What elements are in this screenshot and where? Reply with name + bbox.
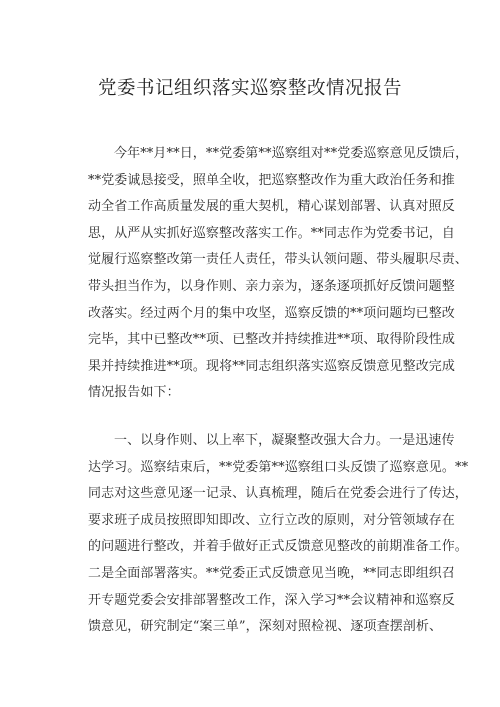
paragraph-line: **党委诚恳接受，照单全收，把巡察整改作为重大政治任务和推 [88,172,455,188]
paragraph-line: 果并持续推进**项。现将**同志组织落实巡察反馈意见整改完成 [88,358,456,374]
document-title: 党委书记组织落实巡察整改情况报告 [97,78,402,99]
paragraph-line: 同志对这些意见逐一记录、认真梳理，随后在党委会进行了传达， [88,486,468,502]
paragraph-line: 今年**月**日，**党委第**巡察组对**党委巡察意见反馈后， [114,146,469,161]
paragraph-line: 完毕，其中已整改**项、已整改并持续推进**项、取得阶段性成 [88,332,456,348]
paragraph-intro [88,141,469,407]
paragraph-line: 情况报告如下： [88,385,180,401]
paragraph-line: 的问题进行整改，并着手做好正式反馈意见整改的前期准备工作。 [88,539,468,555]
paragraph-line: 开专题党委会安排部署整改工作，深入学习**会议精神和巡察反 [88,592,455,608]
paragraph-line: 二是全面部署落实。**党委正式反馈意见当晚，**同志即组织召 [88,565,456,581]
paragraph-line: 觉履行巡察整改第一责任人责任，带头认领问题、带头履职尽责、 [88,252,468,268]
paragraph-line: 动全省工作高质量发展的重大契机，精心谋划部署、认真对照反 [88,199,455,215]
paragraph-line: 一、以身作则、以上率下，凝聚整改强大合力。一是迅速传 [114,433,455,448]
paragraph-line: 带头担当作为，以身作则、亲力亲为，逐条逐项抓好反馈问题整 [88,278,455,294]
paragraph-line: 改落实。经过两个月的集中攻坚，巡察反馈的**项问题均已整改 [88,305,455,321]
paragraph-line: 馈意见，研究制定“案三单”，深刻对照检视、逐项查摆剖析、 [88,619,443,635]
paragraph-line: 达学习。巡察结束后，**党委第**巡察组口头反馈了巡察意见。** [88,459,469,475]
paragraph-section-one [88,428,469,641]
paragraph-line: 要求班子成员按照即知即改、立行立改的原则，对分管领域存在 [88,512,455,528]
paragraph-line: 思，从严从实抓好巡察整改落实工作。**同志作为党委书记，自 [88,225,455,241]
